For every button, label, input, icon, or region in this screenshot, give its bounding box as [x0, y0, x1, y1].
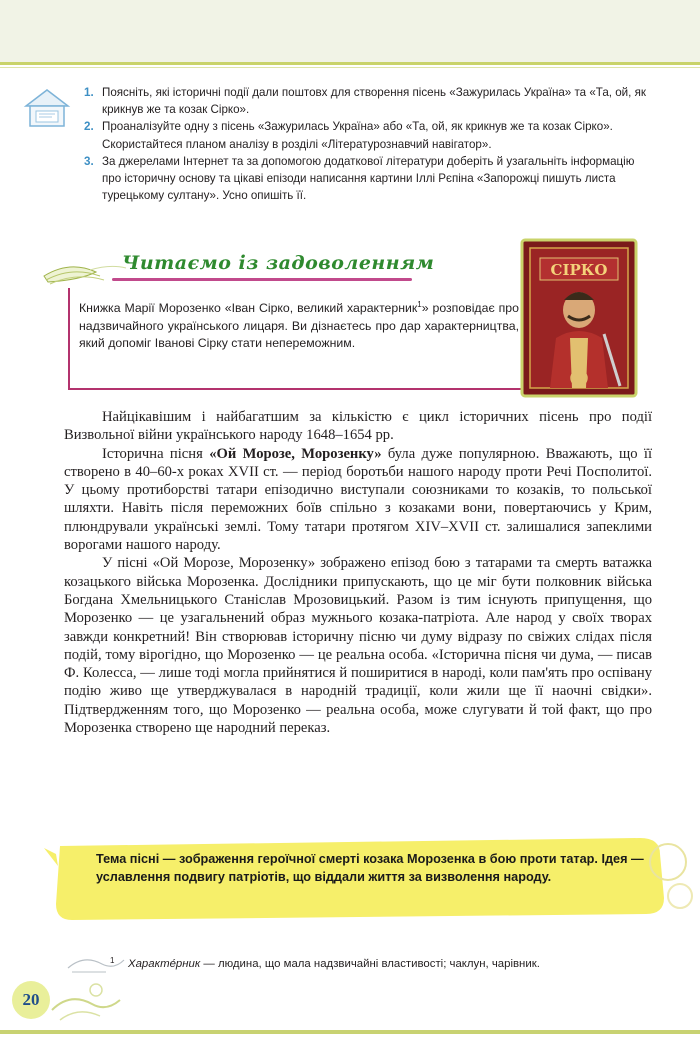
paragraph: У пісні «Ой Морозе, Морозенку» зображено епізод бою з татарами та смерть ватажка козацького війська Морозенка. Дослідники припускають, що це міг бути полковник війська Богдана Хмельницького Станіслав Мрозовицький. Разом із тим існують припущення, що Морозенко — це узагальнений образ мужнього козака-патріота. Але народ у своїх творах завжди конкретний! Він створював історичну пісню чи думу відразу по свіжих слідах після подій, тому вірогідно, що Морозенко — це реальна особа. «Історична пісня чи дума, — писав Ф. Колесса, — лише тоді могла прийнятися й поширитися в народі, коли пам'ять про оспівану подію живо ще утверджувалася в народній традиції, коли жили ще її наочні свідки». Підтвердженням того, що Морозенко — реальна особа, може слугувати й той факт, що про Морозенка створено ще народний переказ.	[64, 555, 652, 737]
title-underline	[112, 278, 412, 281]
questions-list	[84, 84, 654, 204]
question-item	[84, 153, 654, 205]
question-text: За джерелами Інтернет та за допомогою додаткової літератури доберіть й узагальніть інформацію про історичну основу та цікаві епізоди написання картини Іллі Рєпіна «Запорожці пишуть листа турецькому султану». Усно опишіть її.	[102, 154, 635, 203]
header-band	[0, 0, 700, 62]
section-title: Читаємо із задоволенням	[122, 252, 435, 274]
theme-text: Тема пісні — зображення героїчної смерті козака Морозенка в бою проти татар. Ідея — уславлення подвигу патріотів, що віддали життя за визволення народу.	[96, 852, 644, 884]
footnote-number: 1	[110, 956, 115, 965]
question-number: 2.	[84, 120, 94, 134]
question-item	[84, 84, 654, 118]
paragraph	[64, 445, 652, 555]
reading-text-part: Книжка Марії Морозенко «Іван Сірко, великий характерник	[79, 301, 418, 316]
question-number: 3.	[84, 154, 94, 168]
page-number: 20	[22, 990, 40, 1009]
footnote	[128, 957, 668, 972]
house-icon	[22, 86, 72, 130]
header-rule-thin	[0, 67, 700, 68]
song-title: «Ой Морозе, Морозенку»	[209, 445, 382, 462]
book-cover-image	[520, 238, 638, 398]
footnote-definition: — людина, що мала надзвичайні властивості; чаклун, чарівник.	[200, 958, 540, 970]
question-text: Проаналізуйте одну з пісень «Зажурилась Україна» або «Та, ой, як крикнув же та козак Сірко». Скористайтеся планом аналізу в розділі «Літературознавчий навігатор».	[102, 120, 613, 151]
footer-rule	[0, 1030, 700, 1034]
header-rule	[0, 62, 700, 65]
reading-text-part: » розповідає про надзвичайного українського лицаря. Ви дізнаєтесь про дар характерництва, який допоміг Іванові Сірку стати непереможним.	[79, 301, 519, 350]
main-text	[64, 408, 652, 737]
paragraph-text: Історична пісня	[102, 445, 210, 462]
footnote-ref: 1	[417, 300, 422, 309]
reading-text	[79, 296, 519, 352]
question-number: 1.	[84, 86, 94, 99]
paragraph-text: була дуже популярною. Вважають, що її створено в 40–60-х роках XVII ст. — період боротьби нашого народу проти Речі Посполитої. У цьому протиборстві татари епізодично виступали союзниками то козаків, то польської шляхти. Навіть після переможних боїв спільно з козаками вони, повертаючись у Крим, плюндрували українські землі. Тому татари протягом XIV–XVII ст. залишалися запеклими ворогами нашого народу.	[64, 445, 652, 554]
footnote-term: Характе́рник	[128, 958, 201, 970]
book-cover-title: СІРКО	[550, 261, 608, 279]
paragraph: Найцікавішим і найбагатшим за кількістю є цикл історичних пісень про події Визвольної війни українського народу 1648–1654 рр.	[64, 409, 652, 444]
question-item	[84, 118, 654, 152]
question-text: Поясніть, які історичні події дали поштовх для створення пісень «Зажурилась Україна» та «Та, ой, як крикнув же та козак Сірко».	[102, 86, 646, 117]
